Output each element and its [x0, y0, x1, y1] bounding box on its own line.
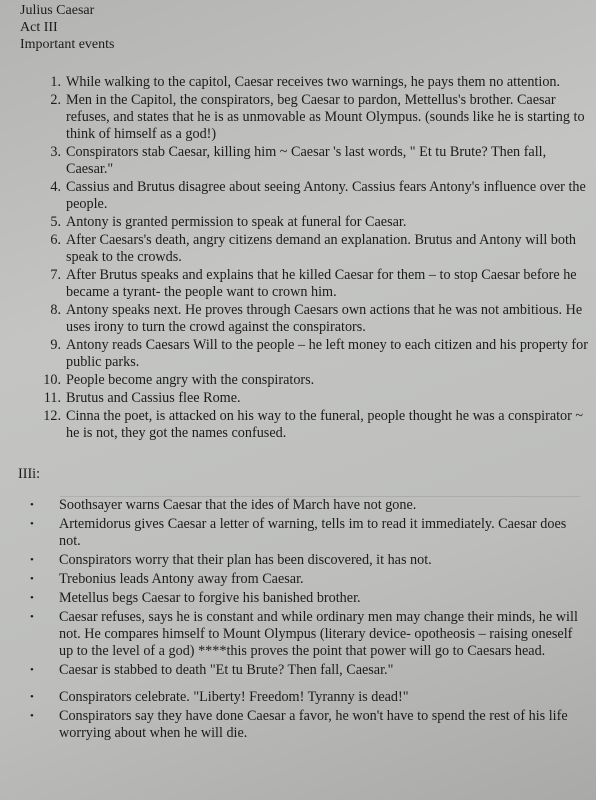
- item-text: Antony is granted permission to speak at funeral for Caesar.: [66, 214, 407, 230]
- item-number: 1.: [50, 74, 61, 90]
- item-text: Cassius and Brutus disagree about seeing Antony. Cassius fears Antony's influence over the people.: [66, 179, 586, 212]
- document-header: [20, 2, 114, 53]
- list-item: [30, 590, 590, 607]
- item-text: Antony reads Caesars Will to the people – he left money to each citizen and his property for public parks.: [66, 337, 588, 370]
- list-item: [18, 232, 588, 266]
- item-number: 6.: [50, 232, 61, 248]
- list-item: [18, 372, 588, 389]
- list-item: [18, 408, 588, 442]
- item-number: 9.: [50, 337, 61, 353]
- bullet-icon: •: [30, 691, 34, 703]
- bullet-icon: •: [30, 554, 34, 566]
- item-number: 12.: [43, 408, 61, 424]
- list-item: [18, 337, 588, 371]
- item-text: Cinna the poet, is attacked on his way to the funeral, people thought he was a conspirator ~ he is not, they got the names confused.: [66, 408, 584, 441]
- list-item: [18, 214, 588, 231]
- item-text: Conspirators say they have done Caesar a favor, he won't have to spend the rest of his life worrying about when he will die.: [59, 708, 568, 741]
- list-item: [30, 609, 590, 660]
- list-item: [18, 179, 588, 213]
- list-item: [30, 708, 590, 742]
- item-text: Artemidorus gives Caesar a letter of warning, tells im to read it immediately. Caesar does not.: [59, 516, 567, 549]
- item-text: Trebonius leads Antony away from Caesar.: [59, 571, 304, 587]
- item-text: Antony speaks next. He proves through Caesars own actions that he was not ambitious. He uses irony to turn the crowd against the conspirators.: [66, 302, 583, 335]
- item-text: Caesar refuses, says he is constant and while ordinary men may change their minds, he will not. He compares himself to Mount Olympus (literary device- opotheosis – raising oneself up to the level of a god) ****this proves the point that power will go to Caesars head.: [59, 609, 578, 659]
- section-heading: Important events: [20, 37, 115, 52]
- item-number: 11.: [43, 390, 61, 406]
- bullet-icon: •: [30, 499, 34, 511]
- item-text: Caesar is stabbed to death "Et tu Brute? Then fall, Caesar.": [59, 662, 394, 678]
- item-text: Conspirators worry that their plan has been discovered, it has not.: [59, 552, 432, 568]
- item-text: Metellus begs Caesar to forgive his banished brother.: [59, 590, 361, 606]
- bullet-icon: •: [30, 611, 34, 623]
- bullet-icon: •: [30, 573, 34, 585]
- list-item: [18, 144, 588, 178]
- list-item: [30, 552, 590, 569]
- item-text: After Caesars's death, angry citizens demand an explanation. Brutus and Antony will both speak to the crowds.: [66, 232, 577, 265]
- item-text: Soothsayer warns Caesar that the ides of March have not gone.: [59, 497, 417, 513]
- list-item: [30, 516, 590, 550]
- list-item: [30, 689, 590, 706]
- item-text: After Brutus speaks and explains that he killed Caesar for them – to stop Caesar before he became a tyrant- the people want to crown him.: [66, 267, 577, 300]
- bullet-icon: •: [30, 518, 34, 530]
- item-text: While walking to the capitol, Caesar receives two warnings, he pays them no attention.: [66, 74, 561, 90]
- scene-label: IIIi:: [18, 466, 41, 482]
- list-item: [18, 390, 588, 407]
- list-item: [30, 571, 590, 588]
- item-number: 3.: [50, 144, 61, 160]
- item-text: Conspirators celebrate. "Liberty! Freedom! Tyranny is dead!": [59, 689, 409, 705]
- item-number: 8.: [50, 302, 61, 318]
- item-number: 4.: [50, 179, 61, 195]
- bullet-icon: •: [30, 664, 34, 676]
- act-label: Act III: [20, 20, 58, 35]
- item-number: 7.: [50, 267, 61, 283]
- item-text: Conspirators stab Caesar, killing him ~ Caesar 's last words, " Et tu Brute? Then fall, Caesar.": [66, 144, 547, 177]
- list-item: [18, 267, 588, 301]
- list-item: [18, 74, 588, 91]
- item-number: 2.: [50, 92, 61, 108]
- item-text: People become angry with the conspirators.: [66, 372, 315, 388]
- list-item: [18, 92, 588, 143]
- bullet-icon: •: [30, 710, 34, 722]
- list-item: [30, 662, 590, 679]
- bullet-icon: •: [30, 592, 34, 604]
- item-number: 10.: [43, 372, 61, 388]
- list-item: [30, 497, 590, 514]
- item-text: Brutus and Cassius flee Rome.: [66, 390, 241, 406]
- scene-bullets-list: [30, 497, 590, 744]
- events-list: [18, 74, 588, 443]
- document-title: Julius Caesar: [20, 3, 95, 18]
- item-text: Men in the Capitol, the conspirators, beg Caesar to pardon, Mettellus's brother. Caesar refuses, and states that he is as unmovable as Mount Olympus. (sounds like he is starting to think of himself as a god!): [66, 92, 585, 142]
- item-number: 5.: [50, 214, 61, 230]
- list-item: [18, 302, 588, 336]
